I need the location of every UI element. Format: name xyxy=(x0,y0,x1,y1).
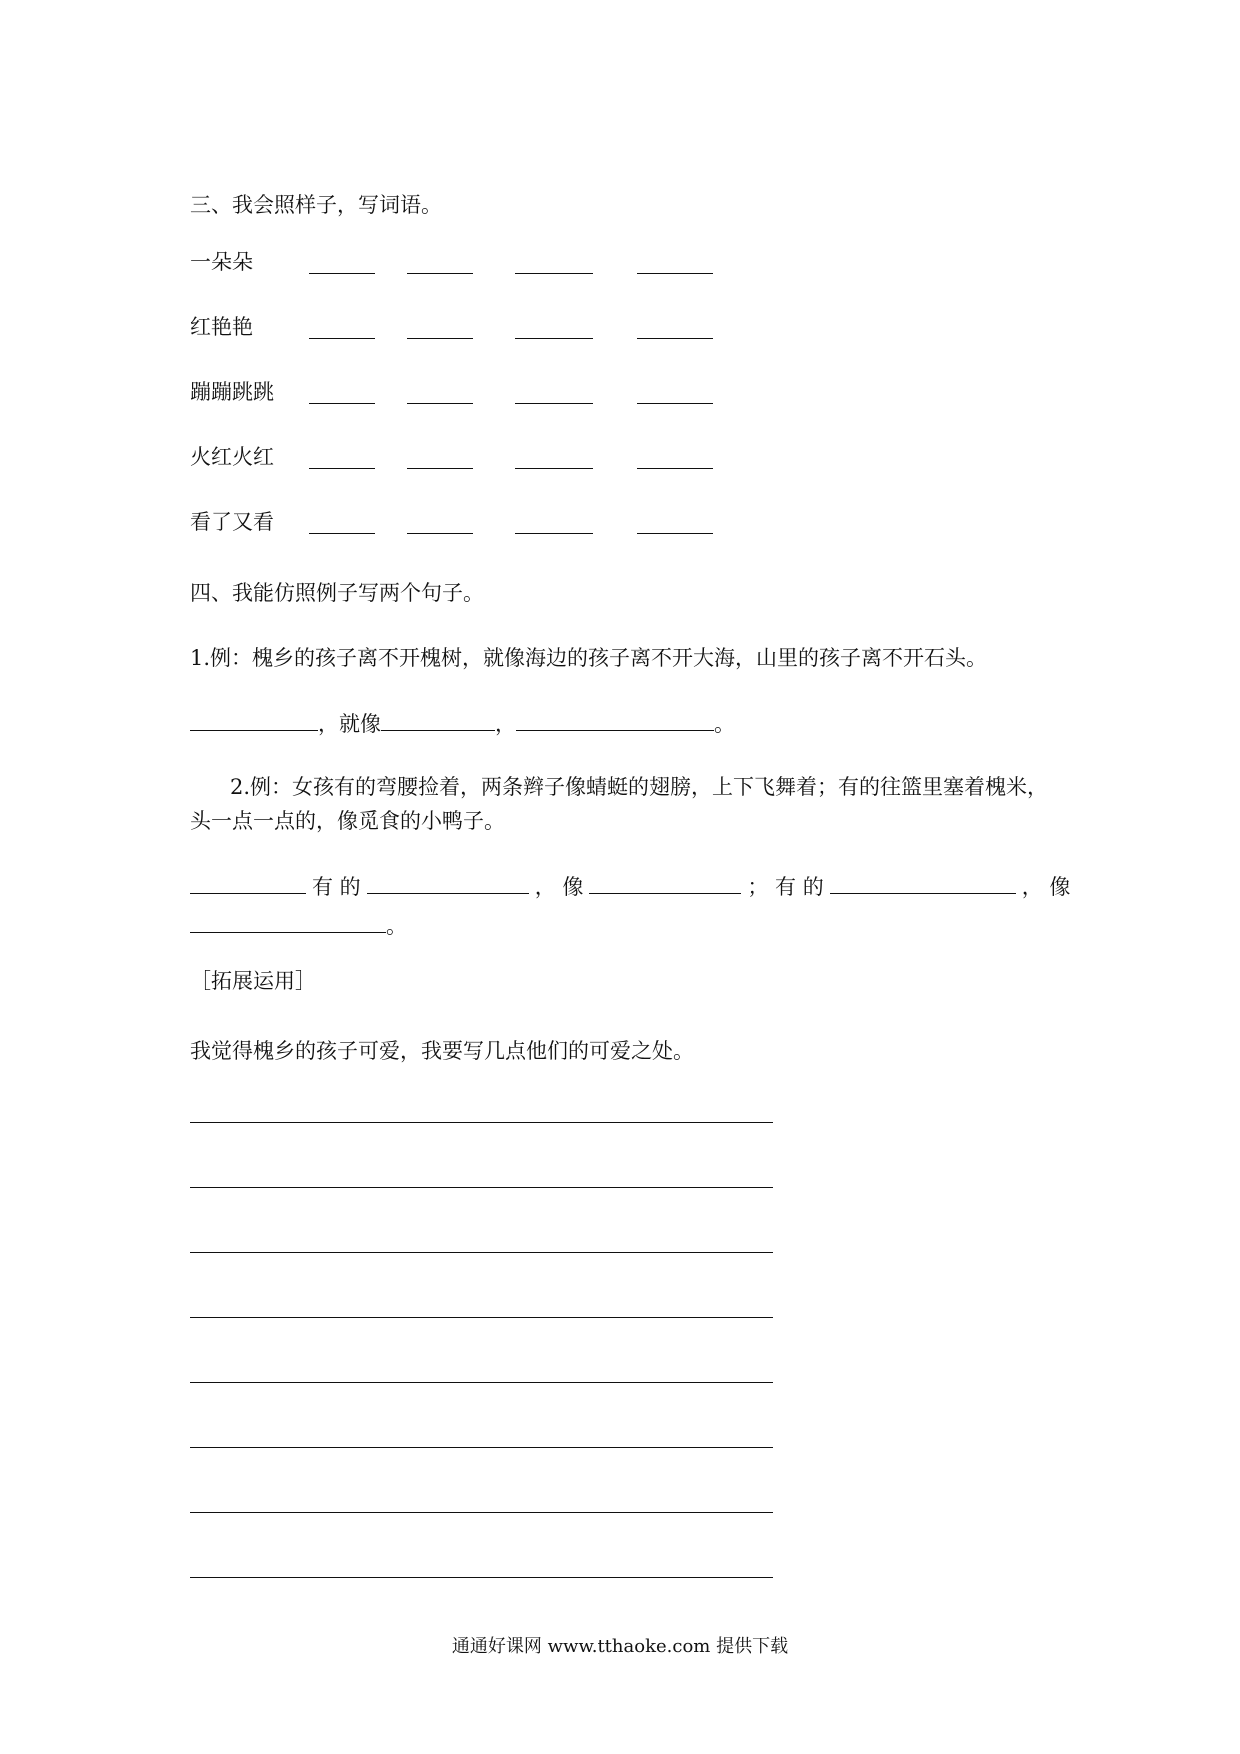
blank-field[interactable] xyxy=(407,338,473,339)
word-example: 一朵朵 xyxy=(190,250,253,274)
example-2-line2: 头一点一点的，像觅食的小鸭子。 xyxy=(190,809,505,833)
blank-field[interactable] xyxy=(515,533,593,534)
blank-field[interactable] xyxy=(515,273,593,274)
blank-field[interactable] xyxy=(190,912,386,933)
blank-field[interactable] xyxy=(190,710,318,731)
word-example: 看了又看 xyxy=(190,510,274,534)
writing-line[interactable] xyxy=(190,1187,773,1188)
fill-text: ，就像 xyxy=(318,712,381,736)
blank-field[interactable] xyxy=(407,468,473,469)
fill-text: 。 xyxy=(386,914,407,938)
fill-text: ， xyxy=(495,712,516,736)
blank-field[interactable] xyxy=(309,468,375,469)
writing-line[interactable] xyxy=(190,1577,773,1578)
blank-field[interactable] xyxy=(190,873,306,894)
writing-line[interactable] xyxy=(190,1382,773,1383)
word-row-4 xyxy=(190,433,750,473)
fill-text: 。 xyxy=(714,712,735,736)
section4-heading: 四、我能仿照例子写两个句子。 xyxy=(190,581,484,605)
blank-field[interactable] xyxy=(637,273,713,274)
word-row-2 xyxy=(190,303,750,343)
fill-text: ， 像 xyxy=(1021,875,1071,899)
blank-field[interactable] xyxy=(309,403,375,404)
word-row-3 xyxy=(190,368,750,408)
writing-line[interactable] xyxy=(190,1447,773,1448)
blank-field[interactable] xyxy=(637,533,713,534)
writing-line[interactable] xyxy=(190,1317,773,1318)
blank-field[interactable] xyxy=(367,873,529,894)
writing-line[interactable] xyxy=(190,1512,773,1513)
blank-field[interactable] xyxy=(637,403,713,404)
blank-field[interactable] xyxy=(309,338,375,339)
section3-heading: 三、我会照样子，写词语。 xyxy=(190,193,442,217)
example-1: 1.例：槐乡的孩子离不开槐树，就像海边的孩子离不开大海，山里的孩子离不开石头。 xyxy=(190,646,988,670)
word-row-1 xyxy=(190,238,750,278)
fill-text: ， 像 xyxy=(534,875,584,899)
word-example: 红艳艳 xyxy=(190,315,253,339)
blank-field[interactable] xyxy=(381,710,495,731)
fill-sentence-2 xyxy=(190,871,1070,901)
fill-text: 有 的 xyxy=(312,875,361,899)
fill-sentence-1 xyxy=(190,708,735,738)
word-row-5 xyxy=(190,498,750,538)
blank-field[interactable] xyxy=(407,403,473,404)
fill-text: ； 有 的 xyxy=(747,875,824,899)
blank-field[interactable] xyxy=(637,468,713,469)
extension-heading: ［拓展运用］ xyxy=(190,969,316,993)
blank-field[interactable] xyxy=(515,468,593,469)
word-example: 蹦蹦跳跳 xyxy=(190,380,274,404)
blank-field[interactable] xyxy=(407,273,473,274)
extension-prompt: 我觉得槐乡的孩子可爱，我要写几点他们的可爱之处。 xyxy=(190,1039,694,1063)
footer-credit: 通通好课网 www.tthaoke.com 提供下载 xyxy=(451,1636,789,1657)
blank-field[interactable] xyxy=(515,403,593,404)
example-2-line1: 2.例：女孩有的弯腰捡着，两条辫子像蜻蜓的翅膀，上下飞舞着；有的往篮里塞着槐米， xyxy=(230,775,1049,799)
blank-field[interactable] xyxy=(830,873,1016,894)
blank-field[interactable] xyxy=(309,273,375,274)
blank-field[interactable] xyxy=(407,533,473,534)
word-example: 火红火红 xyxy=(190,445,274,469)
writing-line[interactable] xyxy=(190,1252,773,1253)
blank-field[interactable] xyxy=(589,873,741,894)
blank-field[interactable] xyxy=(637,338,713,339)
blank-field[interactable] xyxy=(516,710,714,731)
writing-line[interactable] xyxy=(190,1122,773,1123)
fill-sentence-2-cont xyxy=(190,910,407,940)
blank-field[interactable] xyxy=(515,338,593,339)
blank-field[interactable] xyxy=(309,533,375,534)
